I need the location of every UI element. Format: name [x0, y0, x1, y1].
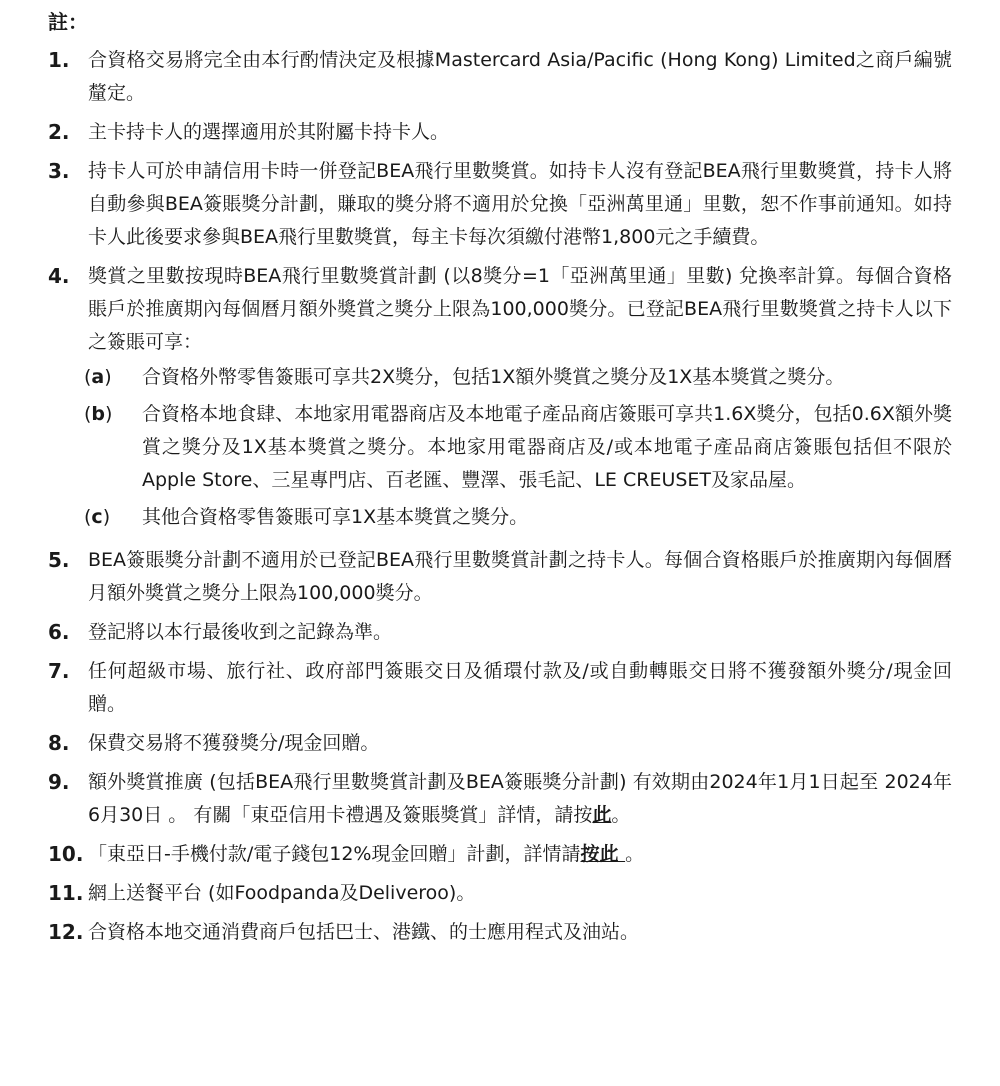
note-text: 登記將以本行最後收到之記錄為準。 — [88, 621, 393, 643]
note-text-suffix: 。 — [611, 804, 631, 826]
note-item — [48, 727, 952, 760]
sub-item — [84, 501, 952, 534]
note-text: 獎賞之里數按現時BEA飛行里數獎賞計劃 (以8獎分=1「亞洲萬里通」里數) 兌換率計算。每個合資格賬戶於推廣期內每個曆月額外獎賞之獎分上限為100,000獎分。已登記BEA飛行里數獎賞之持卡人以下之簽賬可享： — [88, 265, 952, 353]
note-item — [48, 838, 952, 871]
note-number: 8. — [48, 731, 70, 755]
note-number: 5. — [48, 548, 70, 572]
note-text: 主卡持卡人的選擇適用於其附屬卡持卡人。 — [88, 121, 450, 143]
note-number: 10. — [48, 842, 84, 866]
sub-list — [84, 361, 952, 534]
note-item — [48, 155, 952, 254]
note-number: 4. — [48, 264, 70, 288]
note-number: 3. — [48, 159, 70, 183]
note-number: 11. — [48, 881, 84, 905]
note-body — [84, 260, 952, 538]
details-link[interactable]: 按此 — [580, 843, 626, 865]
note-item — [48, 544, 952, 610]
note-text: 「東亞日-手機付款/電子錢包12%現金回贈」計劃，詳情請 — [88, 843, 581, 865]
sub-item — [84, 398, 952, 497]
sub-label: (a) — [84, 366, 112, 388]
sub-text: 合資格本地食肆、本地家用電器商店及本地電子產品商店簽賬可享共1.6X獎分，包括0.6X額外獎賞之獎分及1X基本獎賞之獎分。本地家用電器商店及/或本地電子產品商店簽賬包括但不限於Apple Store、三星專門店、百老匯、豐澤、張毛記、LE CREUSET及家品屋。 — [142, 403, 952, 491]
note-number: 2. — [48, 120, 70, 144]
note-text: BEA簽賬獎分計劃不適用於已登記BEA飛行里數獎賞計劃之持卡人。每個合資格賬戶於推廣期內每個曆月額外獎賞之獎分上限為100,000獎分。 — [88, 549, 952, 604]
note-item — [48, 877, 952, 910]
note-item — [48, 766, 952, 832]
note-number: 7. — [48, 659, 70, 683]
note-body — [88, 766, 952, 832]
note-text: 網上送餐平台 (如Foodpanda及Deliveroo)。 — [88, 882, 476, 904]
note-text: 任何超級市場、旅行社、政府部門簽賬交日及循環付款及/或自動轉賬交日將不獲發額外獎分/現金回贈。 — [88, 660, 952, 715]
note-item — [48, 116, 952, 149]
note-number: 12. — [48, 920, 84, 944]
note-item — [48, 260, 952, 538]
note-text: 持卡人可於申請信用卡時一併登記BEA飛行里數獎賞。如持卡人沒有登記BEA飛行里數獎賞，持卡人將自動參與BEA簽賬獎分計劃，賺取的獎分將不適用於兌換「亞洲萬里通」里數，恕不作事前通知。如持卡人此後要求參與BEA飛行里數獎賞，每主卡每次須繳付港幣1,800元之手續費。 — [88, 160, 952, 248]
note-item — [48, 916, 952, 949]
note-item — [48, 616, 952, 649]
note-text: 保費交易將不獲發獎分/現金回贈。 — [88, 732, 380, 754]
sub-item — [84, 361, 952, 394]
note-item — [48, 655, 952, 721]
note-item — [48, 44, 952, 110]
note-text: 合資格交易將完全由本行酌情決定及根據Mastercard Asia/Pacific (Hong Kong) Limited之商戶編號釐定。 — [88, 49, 952, 104]
note-number: 6. — [48, 620, 70, 644]
note-text: 合資格本地交通消費商戶包括巴士、港鐵、的士應用程式及油站。 — [88, 921, 640, 943]
details-link[interactable]: 此 — [592, 804, 612, 826]
note-text: 額外獎賞推廣 (包括BEA飛行里數獎賞計劃及BEA簽賬獎分計劃) 有效期由2024年1月1日起至 2024年6月30日 。 有關「東亞信用卡禮遇及簽賬獎賞」詳情，請按 — [88, 771, 952, 826]
notes-list — [48, 44, 952, 949]
note-number: 1. — [48, 48, 70, 72]
note-body — [88, 838, 952, 871]
notes-heading: 註： — [48, 10, 88, 34]
sub-text: 其他合資格零售簽賬可享1X基本獎賞之獎分。 — [142, 506, 529, 528]
sub-text: 合資格外幣零售簽賬可享共2X獎分，包括1X額外獎賞之獎分及1X基本獎賞之獎分。 — [142, 366, 845, 388]
note-text-suffix: 。 — [625, 843, 645, 865]
sub-label: (b) — [84, 403, 113, 425]
sub-label: (c) — [84, 506, 111, 528]
note-number: 9. — [48, 770, 70, 794]
